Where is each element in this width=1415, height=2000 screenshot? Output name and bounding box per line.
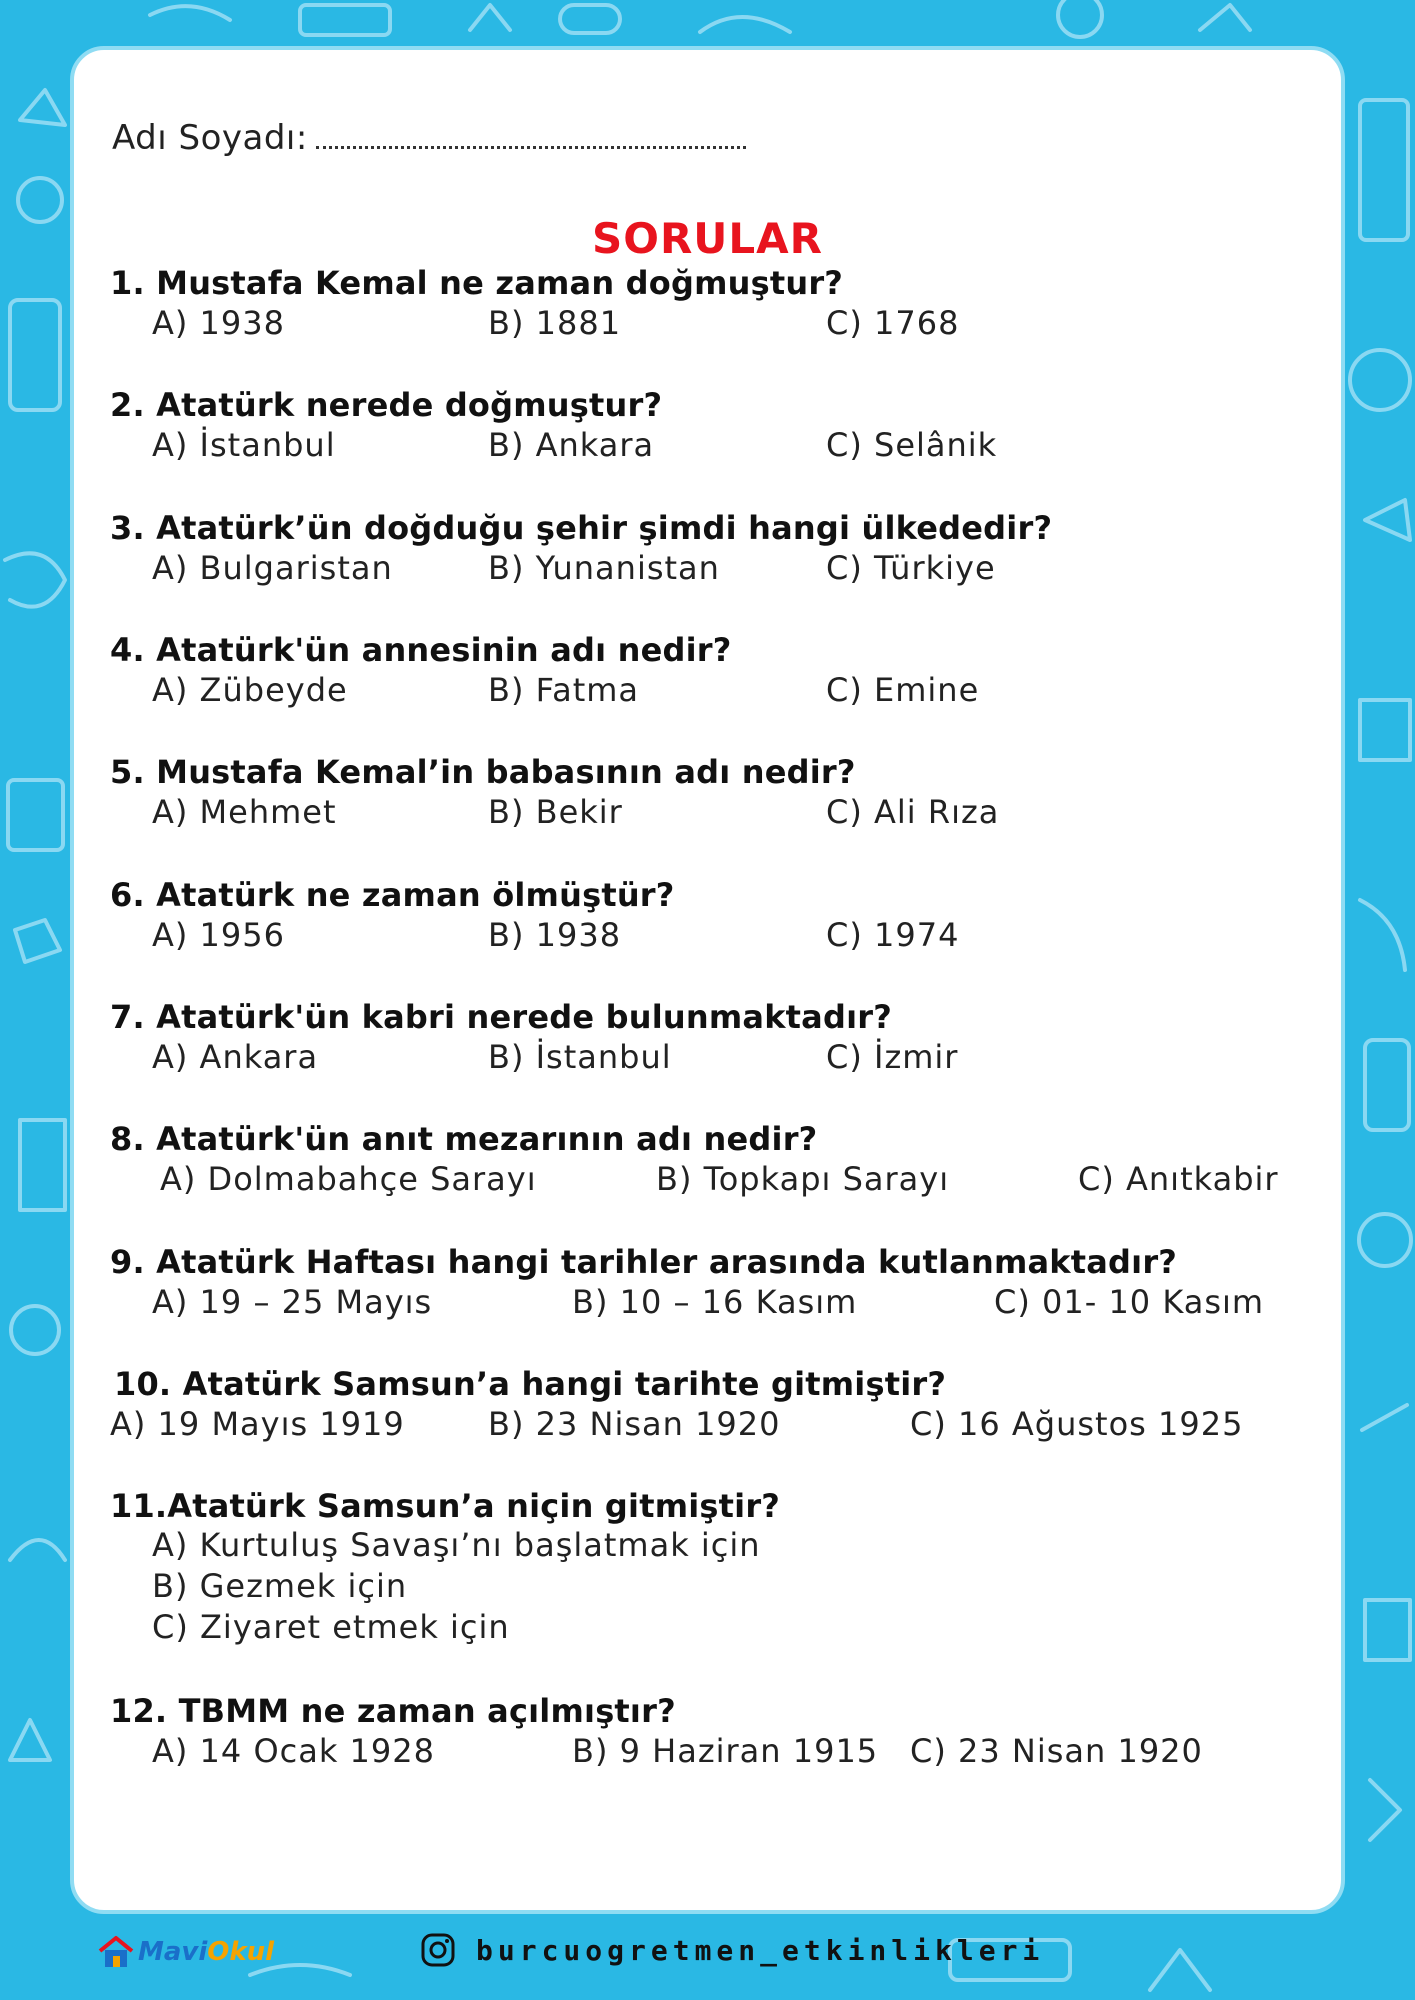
option-b[interactable]: B) 10 – 16 Kasım xyxy=(572,1283,858,1321)
question-2 xyxy=(110,386,998,470)
question-text: 5. Mustafa Kemal’in babasının adı nedir? xyxy=(110,753,856,791)
question-text: 3. Atatürk’ün doğduğu şehir şimdi hangi ülkededir? xyxy=(110,509,1053,547)
option-c[interactable]: C) Selânik xyxy=(826,426,998,464)
option-a[interactable]: A) Bulgaristan xyxy=(152,549,393,587)
question-1 xyxy=(110,264,960,348)
options xyxy=(110,793,1000,837)
options xyxy=(110,1283,1265,1327)
question-3 xyxy=(110,509,1052,593)
option-c[interactable]: C) Anıtkabir xyxy=(1078,1160,1279,1198)
option-c[interactable]: C) 01- 10 Kasım xyxy=(994,1283,1265,1321)
options xyxy=(110,1525,780,1648)
option-b[interactable]: B) Topkapı Sarayı xyxy=(656,1160,950,1198)
question-6 xyxy=(110,876,960,960)
question-text: 11.Atatürk Samsun’a niçin gitmiştir? xyxy=(110,1487,781,1525)
option-a[interactable]: A) 14 Ocak 1928 xyxy=(152,1732,435,1770)
name-dotted-line[interactable] xyxy=(316,126,746,149)
option-a[interactable]: A) Zübeyde xyxy=(152,671,348,709)
options xyxy=(110,304,960,348)
option-b[interactable]: B) 1938 xyxy=(488,916,622,954)
option-a[interactable]: A) 1956 xyxy=(152,916,285,954)
handle-text: burcuogretmen_etkinlikleri xyxy=(476,1933,1045,1967)
options xyxy=(110,916,960,960)
option-b[interactable]: B) Ankara xyxy=(488,426,655,464)
option-b[interactable]: B) 1881 xyxy=(488,304,622,342)
options xyxy=(110,426,998,470)
name-field[interactable] xyxy=(112,118,746,158)
option-c[interactable]: C) 23 Nisan 1920 xyxy=(910,1732,1203,1770)
question-text: 2. Atatürk nerede doğmuştur? xyxy=(110,386,663,424)
option-a[interactable]: A) Kurtuluş Savaşı’nı başlatmak için xyxy=(152,1526,761,1564)
option-c[interactable]: C) Emine xyxy=(826,671,980,709)
name-label: Adı Soyadı: xyxy=(112,118,308,158)
option-a[interactable]: A) Ankara xyxy=(152,1038,319,1076)
option-a[interactable]: A) 19 – 25 Mayıs xyxy=(152,1283,433,1321)
option-c[interactable]: C) Ziyaret etmek için xyxy=(152,1608,510,1646)
option-a[interactable]: A) Dolmabahçe Sarayı xyxy=(160,1160,537,1198)
option-c[interactable]: C) Türkiye xyxy=(826,549,996,587)
option-c[interactable]: C) İzmir xyxy=(826,1038,959,1076)
option-b[interactable]: B) Yunanistan xyxy=(488,549,720,587)
logo-text xyxy=(138,1937,274,1967)
option-a[interactable]: A) İstanbul xyxy=(152,426,336,464)
options xyxy=(110,1405,1244,1449)
question-text: 6. Atatürk ne zaman ölmüştür? xyxy=(110,876,675,914)
options xyxy=(110,1160,1279,1204)
option-b[interactable]: B) İstanbul xyxy=(488,1038,672,1076)
question-4 xyxy=(110,631,980,715)
option-c[interactable]: C) Ali Rıza xyxy=(826,793,1000,831)
option-b[interactable]: B) Fatma xyxy=(488,671,640,709)
logo-part-2: Okul xyxy=(207,1937,275,1967)
page-title: SORULAR xyxy=(591,214,823,263)
options xyxy=(110,1038,959,1082)
brand-logo xyxy=(98,1930,274,1974)
option-a[interactable]: A) Mehmet xyxy=(152,793,337,831)
option-b[interactable]: B) Gezmek için xyxy=(152,1567,408,1605)
house-icon xyxy=(98,1935,134,1969)
options xyxy=(110,671,980,715)
question-text: 10. Atatürk Samsun’a hangi tarihte gitmiştir? xyxy=(114,1365,947,1403)
question-text: 9. Atatürk Haftası hangi tarihler arasında kutlanmaktadır? xyxy=(110,1243,1178,1281)
question-9 xyxy=(110,1243,1265,1327)
option-a[interactable]: A) 19 Mayıs 1919 xyxy=(110,1405,405,1443)
logo-part-1: Mavi xyxy=(138,1937,208,1967)
question-11 xyxy=(110,1487,780,1648)
option-c[interactable]: C) 1768 xyxy=(826,304,960,342)
question-12 xyxy=(110,1692,1203,1776)
option-b[interactable]: B) Bekir xyxy=(488,793,623,831)
options xyxy=(110,1732,1203,1776)
option-c[interactable]: C) 1974 xyxy=(826,916,960,954)
question-text: 7. Atatürk'ün kabri nerede bulunmaktadır? xyxy=(110,998,892,1036)
option-b[interactable]: B) 9 Haziran 1915 xyxy=(572,1732,879,1770)
question-text: 1. Mustafa Kemal ne zaman doğmuştur? xyxy=(110,264,844,302)
question-10 xyxy=(110,1365,1244,1449)
option-a[interactable]: A) 1938 xyxy=(152,304,285,342)
question-text: 12. TBMM ne zaman açılmıştır? xyxy=(110,1692,676,1730)
option-c[interactable]: C) 16 Ağustos 1925 xyxy=(910,1405,1244,1443)
options xyxy=(110,549,1052,593)
question-text: 4. Atatürk'ün annesinin adı nedir? xyxy=(110,631,732,669)
question-7 xyxy=(110,998,959,1082)
question-text: 8. Atatürk'ün anıt mezarının adı nedir? xyxy=(110,1120,818,1158)
question-5 xyxy=(110,753,1000,837)
instagram-icon xyxy=(420,1932,456,1968)
option-b[interactable]: B) 23 Nisan 1920 xyxy=(488,1405,781,1443)
question-8 xyxy=(110,1120,1279,1204)
social-handle[interactable] xyxy=(420,1932,1044,1968)
